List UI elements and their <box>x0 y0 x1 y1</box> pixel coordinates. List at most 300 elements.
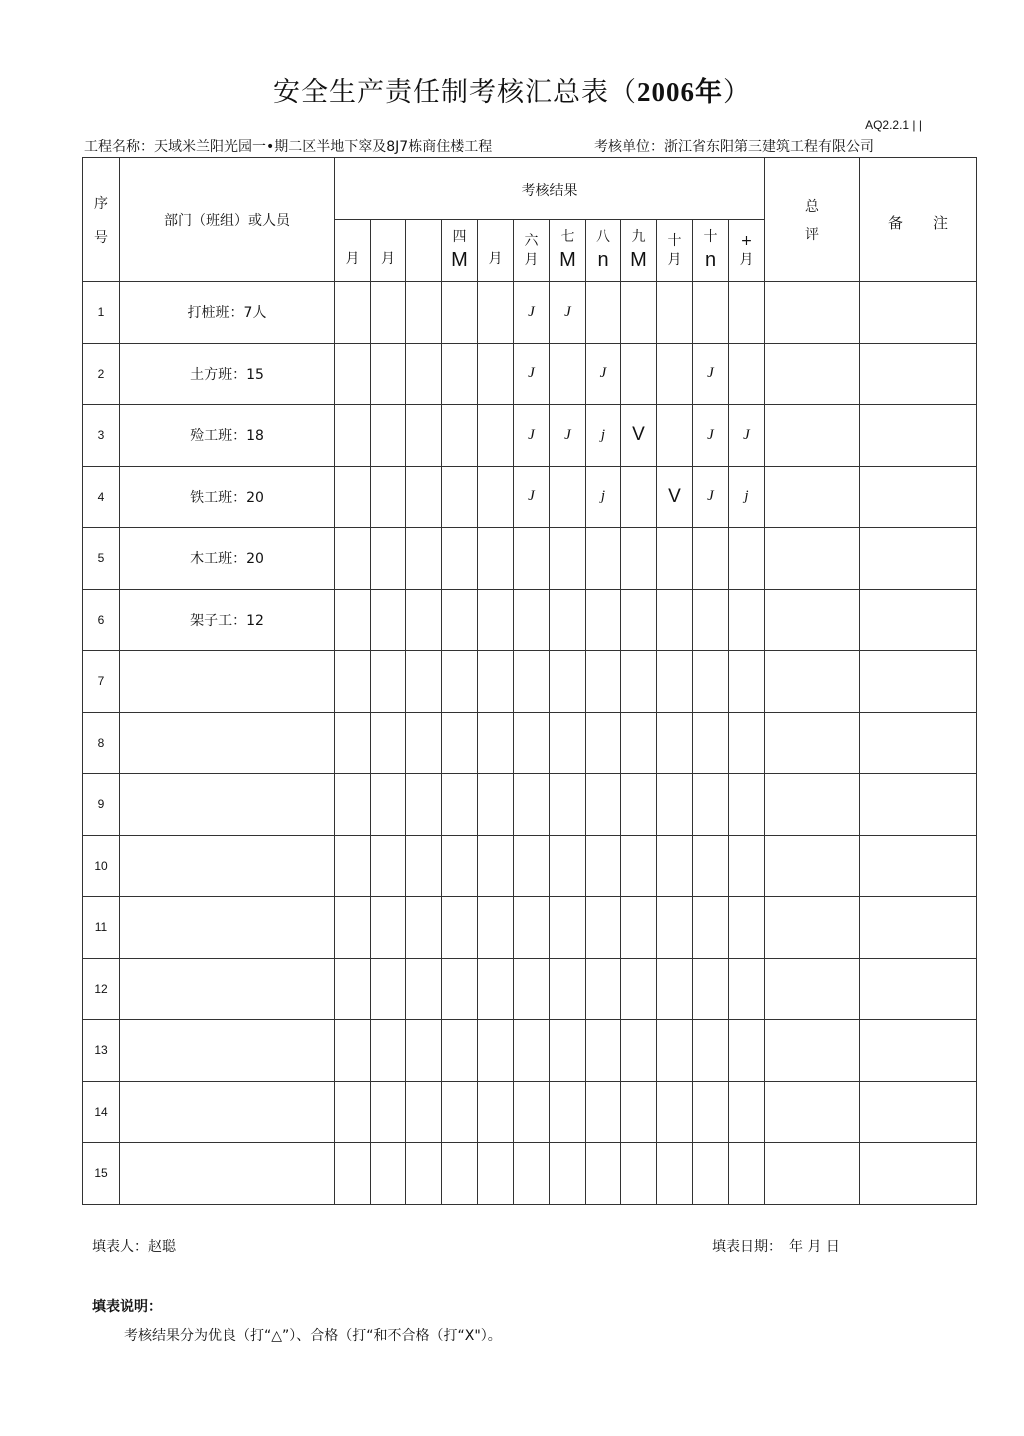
mark-cell <box>729 1143 765 1205</box>
mark-cell <box>442 897 478 959</box>
month-header-bottom: M <box>630 248 647 271</box>
mark-cell <box>586 712 621 774</box>
mark-cell <box>406 1143 442 1205</box>
remark-cell <box>860 343 977 405</box>
mark-cell <box>693 589 729 651</box>
mark-cell <box>657 958 693 1020</box>
title-text: 安全生产责任制考核汇总表（ <box>273 77 637 108</box>
team-cell <box>120 1020 335 1082</box>
mark-cell <box>335 589 371 651</box>
mark-cell <box>729 282 765 344</box>
mark-cell <box>657 712 693 774</box>
team-cell: 木工班：20 <box>120 528 335 590</box>
mark-cell <box>442 282 478 344</box>
total-cell <box>765 958 860 1020</box>
mark-cell: J <box>514 343 550 405</box>
team-cell <box>120 1143 335 1205</box>
mark-cell <box>693 958 729 1020</box>
mark-cell <box>442 589 478 651</box>
month-header-8 <box>586 220 621 282</box>
month-header-top: 九 <box>631 229 646 246</box>
table-row <box>83 958 977 1020</box>
table-row <box>83 897 977 959</box>
mark-cell <box>693 282 729 344</box>
mark-cell <box>657 405 693 467</box>
remark-cell <box>860 712 977 774</box>
month-header-bottom: 月 <box>667 251 682 268</box>
mark-cell <box>621 712 657 774</box>
month-header-10 <box>657 220 693 282</box>
mark-cell <box>442 774 478 836</box>
mark-cell <box>478 958 514 1020</box>
table-row <box>83 1020 977 1082</box>
seq-cell: 3 <box>83 405 120 467</box>
total-cell <box>765 712 860 774</box>
remark-cell <box>860 958 977 1020</box>
mark-cell <box>514 774 550 836</box>
table-row <box>83 528 977 590</box>
mark-cell <box>406 712 442 774</box>
mark-cell <box>657 897 693 959</box>
team-cell: 打桩班：7人 <box>120 282 335 344</box>
seq-cell: 11 <box>83 897 120 959</box>
mark-cell <box>586 1020 621 1082</box>
mark-cell <box>478 528 514 590</box>
team-cell <box>120 1081 335 1143</box>
mark-cell <box>657 528 693 590</box>
table-row <box>83 651 977 713</box>
assessment-table <box>82 157 977 1205</box>
mark-cell <box>478 897 514 959</box>
month-header-3 <box>406 220 442 282</box>
seq-cell: 10 <box>83 835 120 897</box>
mark-cell: J <box>586 343 621 405</box>
mark-cell: j <box>586 466 621 528</box>
mark-cell <box>335 651 371 713</box>
mark-cell <box>621 1081 657 1143</box>
mark-cell <box>621 466 657 528</box>
remark-cell <box>860 589 977 651</box>
result-header: 考核结果 <box>335 158 765 220</box>
mark-cell <box>657 1020 693 1082</box>
remark-cell <box>860 651 977 713</box>
mark-cell: J <box>514 466 550 528</box>
mark-cell <box>406 589 442 651</box>
mark-cell <box>371 897 406 959</box>
mark-cell <box>621 897 657 959</box>
month-header-top: + <box>740 233 753 250</box>
mark-cell <box>621 343 657 405</box>
month-header-top: 四 <box>452 229 467 246</box>
month-header-9 <box>621 220 657 282</box>
mark-cell <box>586 958 621 1020</box>
seq-cell: 5 <box>83 528 120 590</box>
mark-cell: J <box>514 405 550 467</box>
month-header-11 <box>693 220 729 282</box>
mark-cell <box>729 897 765 959</box>
mark-cell <box>335 1081 371 1143</box>
mark-cell <box>371 774 406 836</box>
month-header-bottom: n <box>704 248 717 271</box>
form-code: AQ2.2.1 | | <box>865 118 922 132</box>
mark-cell <box>657 835 693 897</box>
table-row <box>83 712 977 774</box>
total-header-top: 总 <box>805 198 819 215</box>
mark-cell <box>693 528 729 590</box>
mark-cell <box>442 1143 478 1205</box>
seq-header <box>83 158 120 282</box>
total-cell <box>765 466 860 528</box>
mark-cell <box>478 405 514 467</box>
mark-cell <box>693 897 729 959</box>
mark-cell <box>514 651 550 713</box>
team-cell <box>120 651 335 713</box>
mark-cell: J <box>550 405 586 467</box>
mark-cell <box>335 343 371 405</box>
mark-cell <box>335 282 371 344</box>
remark-cell <box>860 466 977 528</box>
mark-cell <box>621 528 657 590</box>
month-header-1 <box>335 220 371 282</box>
table-row <box>83 774 977 836</box>
mark-cell <box>621 774 657 836</box>
mark-cell <box>729 712 765 774</box>
mark-cell <box>442 528 478 590</box>
total-cell <box>765 282 860 344</box>
mark-cell <box>406 774 442 836</box>
mark-cell <box>693 835 729 897</box>
mark-cell <box>657 343 693 405</box>
table-row <box>83 589 977 651</box>
filler-label: 填表人：赵聪 <box>92 1239 176 1255</box>
team-cell <box>120 897 335 959</box>
mark-cell <box>371 958 406 1020</box>
mark-cell <box>657 1143 693 1205</box>
seq-header-top: 序 <box>94 195 108 212</box>
month-header-12 <box>729 220 765 282</box>
table-row <box>83 282 977 344</box>
mark-cell <box>406 405 442 467</box>
mark-cell: j <box>729 466 765 528</box>
month-header-top: 八 <box>596 229 610 246</box>
mark-cell <box>406 343 442 405</box>
seq-cell: 4 <box>83 466 120 528</box>
team-cell <box>120 774 335 836</box>
seq-cell: 15 <box>83 1143 120 1205</box>
mark-cell <box>514 835 550 897</box>
mark-cell: V <box>621 405 657 467</box>
mark-cell <box>586 528 621 590</box>
month-header-top <box>406 242 441 260</box>
mark-cell <box>406 835 442 897</box>
mark-cell <box>335 897 371 959</box>
mark-cell <box>371 466 406 528</box>
mark-cell <box>371 282 406 344</box>
mark-cell <box>693 1020 729 1082</box>
team-cell: 架子工：12 <box>120 589 335 651</box>
mark-cell <box>478 343 514 405</box>
team-cell: 殓工班：18 <box>120 405 335 467</box>
mark-cell <box>335 958 371 1020</box>
mark-cell <box>335 466 371 528</box>
table-row <box>83 343 977 405</box>
mark-cell <box>550 528 586 590</box>
mark-cell <box>406 1081 442 1143</box>
title-end: ） <box>723 77 751 108</box>
seq-cell: 2 <box>83 343 120 405</box>
month-header-5 <box>478 220 514 282</box>
mark-cell <box>406 282 442 344</box>
mark-cell <box>442 958 478 1020</box>
mark-cell <box>550 1143 586 1205</box>
mark-cell: V <box>657 466 693 528</box>
remark-cell <box>860 1081 977 1143</box>
title-year: 2006年 <box>637 77 723 107</box>
notes-text: 考核结果分为优良（打“△”）、合格（打“和不合格（打“X"）。 <box>124 1328 502 1344</box>
mark-cell <box>586 651 621 713</box>
mark-cell <box>371 343 406 405</box>
mark-cell <box>371 835 406 897</box>
total-cell <box>765 1081 860 1143</box>
mark-cell <box>586 1081 621 1143</box>
seq-cell: 13 <box>83 1020 120 1082</box>
mark-cell <box>550 343 586 405</box>
total-header-bottom: 评 <box>805 226 819 243</box>
mark-cell <box>478 1081 514 1143</box>
total-cell <box>765 835 860 897</box>
mark-cell <box>550 1081 586 1143</box>
mark-cell <box>478 466 514 528</box>
total-cell <box>765 651 860 713</box>
mark-cell: J <box>693 405 729 467</box>
mark-cell <box>335 528 371 590</box>
mark-cell <box>729 1081 765 1143</box>
month-header-top <box>478 232 513 250</box>
remark-cell <box>860 897 977 959</box>
mark-cell: J <box>729 405 765 467</box>
total-cell <box>765 528 860 590</box>
mark-cell <box>550 712 586 774</box>
remark-cell <box>860 405 977 467</box>
month-header-top <box>371 232 405 250</box>
mark-cell <box>621 1143 657 1205</box>
mark-cell <box>621 651 657 713</box>
mark-cell <box>514 528 550 590</box>
mark-cell <box>514 897 550 959</box>
team-cell <box>120 958 335 1020</box>
seq-cell: 14 <box>83 1081 120 1143</box>
mark-cell <box>729 343 765 405</box>
mark-cell <box>442 466 478 528</box>
mark-cell <box>371 405 406 467</box>
total-cell <box>765 343 860 405</box>
total-cell <box>765 897 860 959</box>
mark-cell <box>586 1143 621 1205</box>
mark-cell <box>550 651 586 713</box>
mark-cell <box>406 651 442 713</box>
mark-cell <box>478 835 514 897</box>
mark-cell <box>657 1081 693 1143</box>
mark-cell <box>621 835 657 897</box>
month-header-top: 七 <box>560 229 575 246</box>
mark-cell <box>550 774 586 836</box>
mark-cell <box>729 835 765 897</box>
mark-cell <box>729 528 765 590</box>
month-header-bottom: M <box>559 248 576 271</box>
fill-date-label: 填表日期： 年 月 日 <box>712 1239 840 1255</box>
mark-cell <box>371 589 406 651</box>
month-header-bottom: 月 <box>524 251 539 268</box>
mark-cell <box>406 958 442 1020</box>
month-header-bottom: M <box>451 248 468 271</box>
mark-cell <box>514 958 550 1020</box>
total-cell <box>765 774 860 836</box>
month-header-bottom: 月 <box>381 251 395 268</box>
mark-cell <box>693 774 729 836</box>
mark-cell <box>693 1143 729 1205</box>
project-name: 工程名称：天域米兰阳光园一•期二区半地下窣及8J7栋商住楼工程 <box>84 139 493 155</box>
mark-cell: J <box>550 282 586 344</box>
mark-cell <box>514 712 550 774</box>
dept-header: 部门（班组）或人员 <box>120 158 335 282</box>
mark-cell <box>335 774 371 836</box>
remark-cell <box>860 774 977 836</box>
mark-cell <box>550 589 586 651</box>
mark-cell <box>442 1020 478 1082</box>
mark-cell <box>586 897 621 959</box>
mark-cell <box>478 282 514 344</box>
month-header-6 <box>514 220 550 282</box>
month-header-top <box>335 232 370 250</box>
mark-cell <box>514 1143 550 1205</box>
mark-cell <box>657 282 693 344</box>
mark-cell <box>586 774 621 836</box>
mark-cell <box>586 282 621 344</box>
mark-cell <box>371 651 406 713</box>
mark-cell <box>371 1020 406 1082</box>
seq-cell: 6 <box>83 589 120 651</box>
mark-cell <box>514 1020 550 1082</box>
mark-cell <box>657 651 693 713</box>
mark-cell <box>478 1020 514 1082</box>
month-header-2 <box>371 220 406 282</box>
mark-cell <box>371 528 406 590</box>
mark-cell <box>478 651 514 713</box>
mark-cell <box>371 1081 406 1143</box>
mark-cell <box>335 835 371 897</box>
mark-cell: J <box>693 343 729 405</box>
remark-header: 备 注 <box>860 158 977 282</box>
team-cell <box>120 712 335 774</box>
total-header <box>765 158 860 282</box>
table-row <box>83 1143 977 1205</box>
mark-cell <box>550 1020 586 1082</box>
team-cell: 土方班：15 <box>120 343 335 405</box>
notes-title: 填表说明： <box>92 1299 162 1315</box>
seq-cell: 12 <box>83 958 120 1020</box>
mark-cell <box>478 1143 514 1205</box>
mark-cell <box>335 1143 371 1205</box>
month-header-bottom: n <box>597 248 609 271</box>
mark-cell <box>335 1020 371 1082</box>
mark-cell <box>406 528 442 590</box>
month-header-bottom: 月 <box>488 251 503 268</box>
month-header-top: 六 <box>524 233 539 250</box>
mark-cell <box>550 897 586 959</box>
mark-cell <box>621 589 657 651</box>
mark-cell <box>693 712 729 774</box>
remark-cell <box>860 1020 977 1082</box>
mark-cell <box>550 835 586 897</box>
table-row <box>83 1081 977 1143</box>
mark-cell <box>442 1081 478 1143</box>
mark-cell: J <box>514 282 550 344</box>
seq-cell: 1 <box>83 282 120 344</box>
mark-cell <box>729 589 765 651</box>
mark-cell <box>729 958 765 1020</box>
month-header-bottom: 月 <box>345 251 360 268</box>
mark-cell <box>442 343 478 405</box>
remark-cell <box>860 835 977 897</box>
remark-cell <box>860 528 977 590</box>
mark-cell <box>442 651 478 713</box>
mark-cell <box>693 1081 729 1143</box>
mark-cell <box>657 589 693 651</box>
total-cell <box>765 1020 860 1082</box>
mark-cell <box>478 589 514 651</box>
mark-cell <box>514 589 550 651</box>
seq-cell: 8 <box>83 712 120 774</box>
table-row <box>83 835 977 897</box>
month-header-4 <box>442 220 478 282</box>
mark-cell <box>442 405 478 467</box>
mark-cell <box>478 774 514 836</box>
month-header-bottom: 月 <box>739 251 754 268</box>
mark-cell <box>406 1020 442 1082</box>
mark-cell <box>621 1020 657 1082</box>
mark-cell <box>657 774 693 836</box>
assessment-unit: 考核单位：浙江省东阳第三建筑工程有限公司 <box>594 139 874 155</box>
mark-cell <box>729 774 765 836</box>
seq-header-bottom: 号 <box>94 229 108 246</box>
total-cell <box>765 589 860 651</box>
mark-cell <box>550 466 586 528</box>
mark-cell <box>621 958 657 1020</box>
mark-cell <box>693 651 729 713</box>
page-title <box>0 70 1024 109</box>
mark-cell <box>371 712 406 774</box>
team-cell: 铁工班：20 <box>120 466 335 528</box>
month-header-7 <box>550 220 586 282</box>
mark-cell <box>406 466 442 528</box>
table-row <box>83 466 977 528</box>
seq-cell: 9 <box>83 774 120 836</box>
mark-cell <box>586 589 621 651</box>
total-cell <box>765 1143 860 1205</box>
mark-cell <box>729 651 765 713</box>
mark-cell <box>586 835 621 897</box>
mark-cell <box>335 712 371 774</box>
mark-cell <box>335 405 371 467</box>
mark-cell <box>406 897 442 959</box>
mark-cell <box>729 1020 765 1082</box>
mark-cell <box>478 712 514 774</box>
table-row <box>83 405 977 467</box>
month-header-top: 十 <box>667 233 682 250</box>
mark-cell <box>442 712 478 774</box>
mark-cell <box>442 835 478 897</box>
mark-cell <box>550 958 586 1020</box>
